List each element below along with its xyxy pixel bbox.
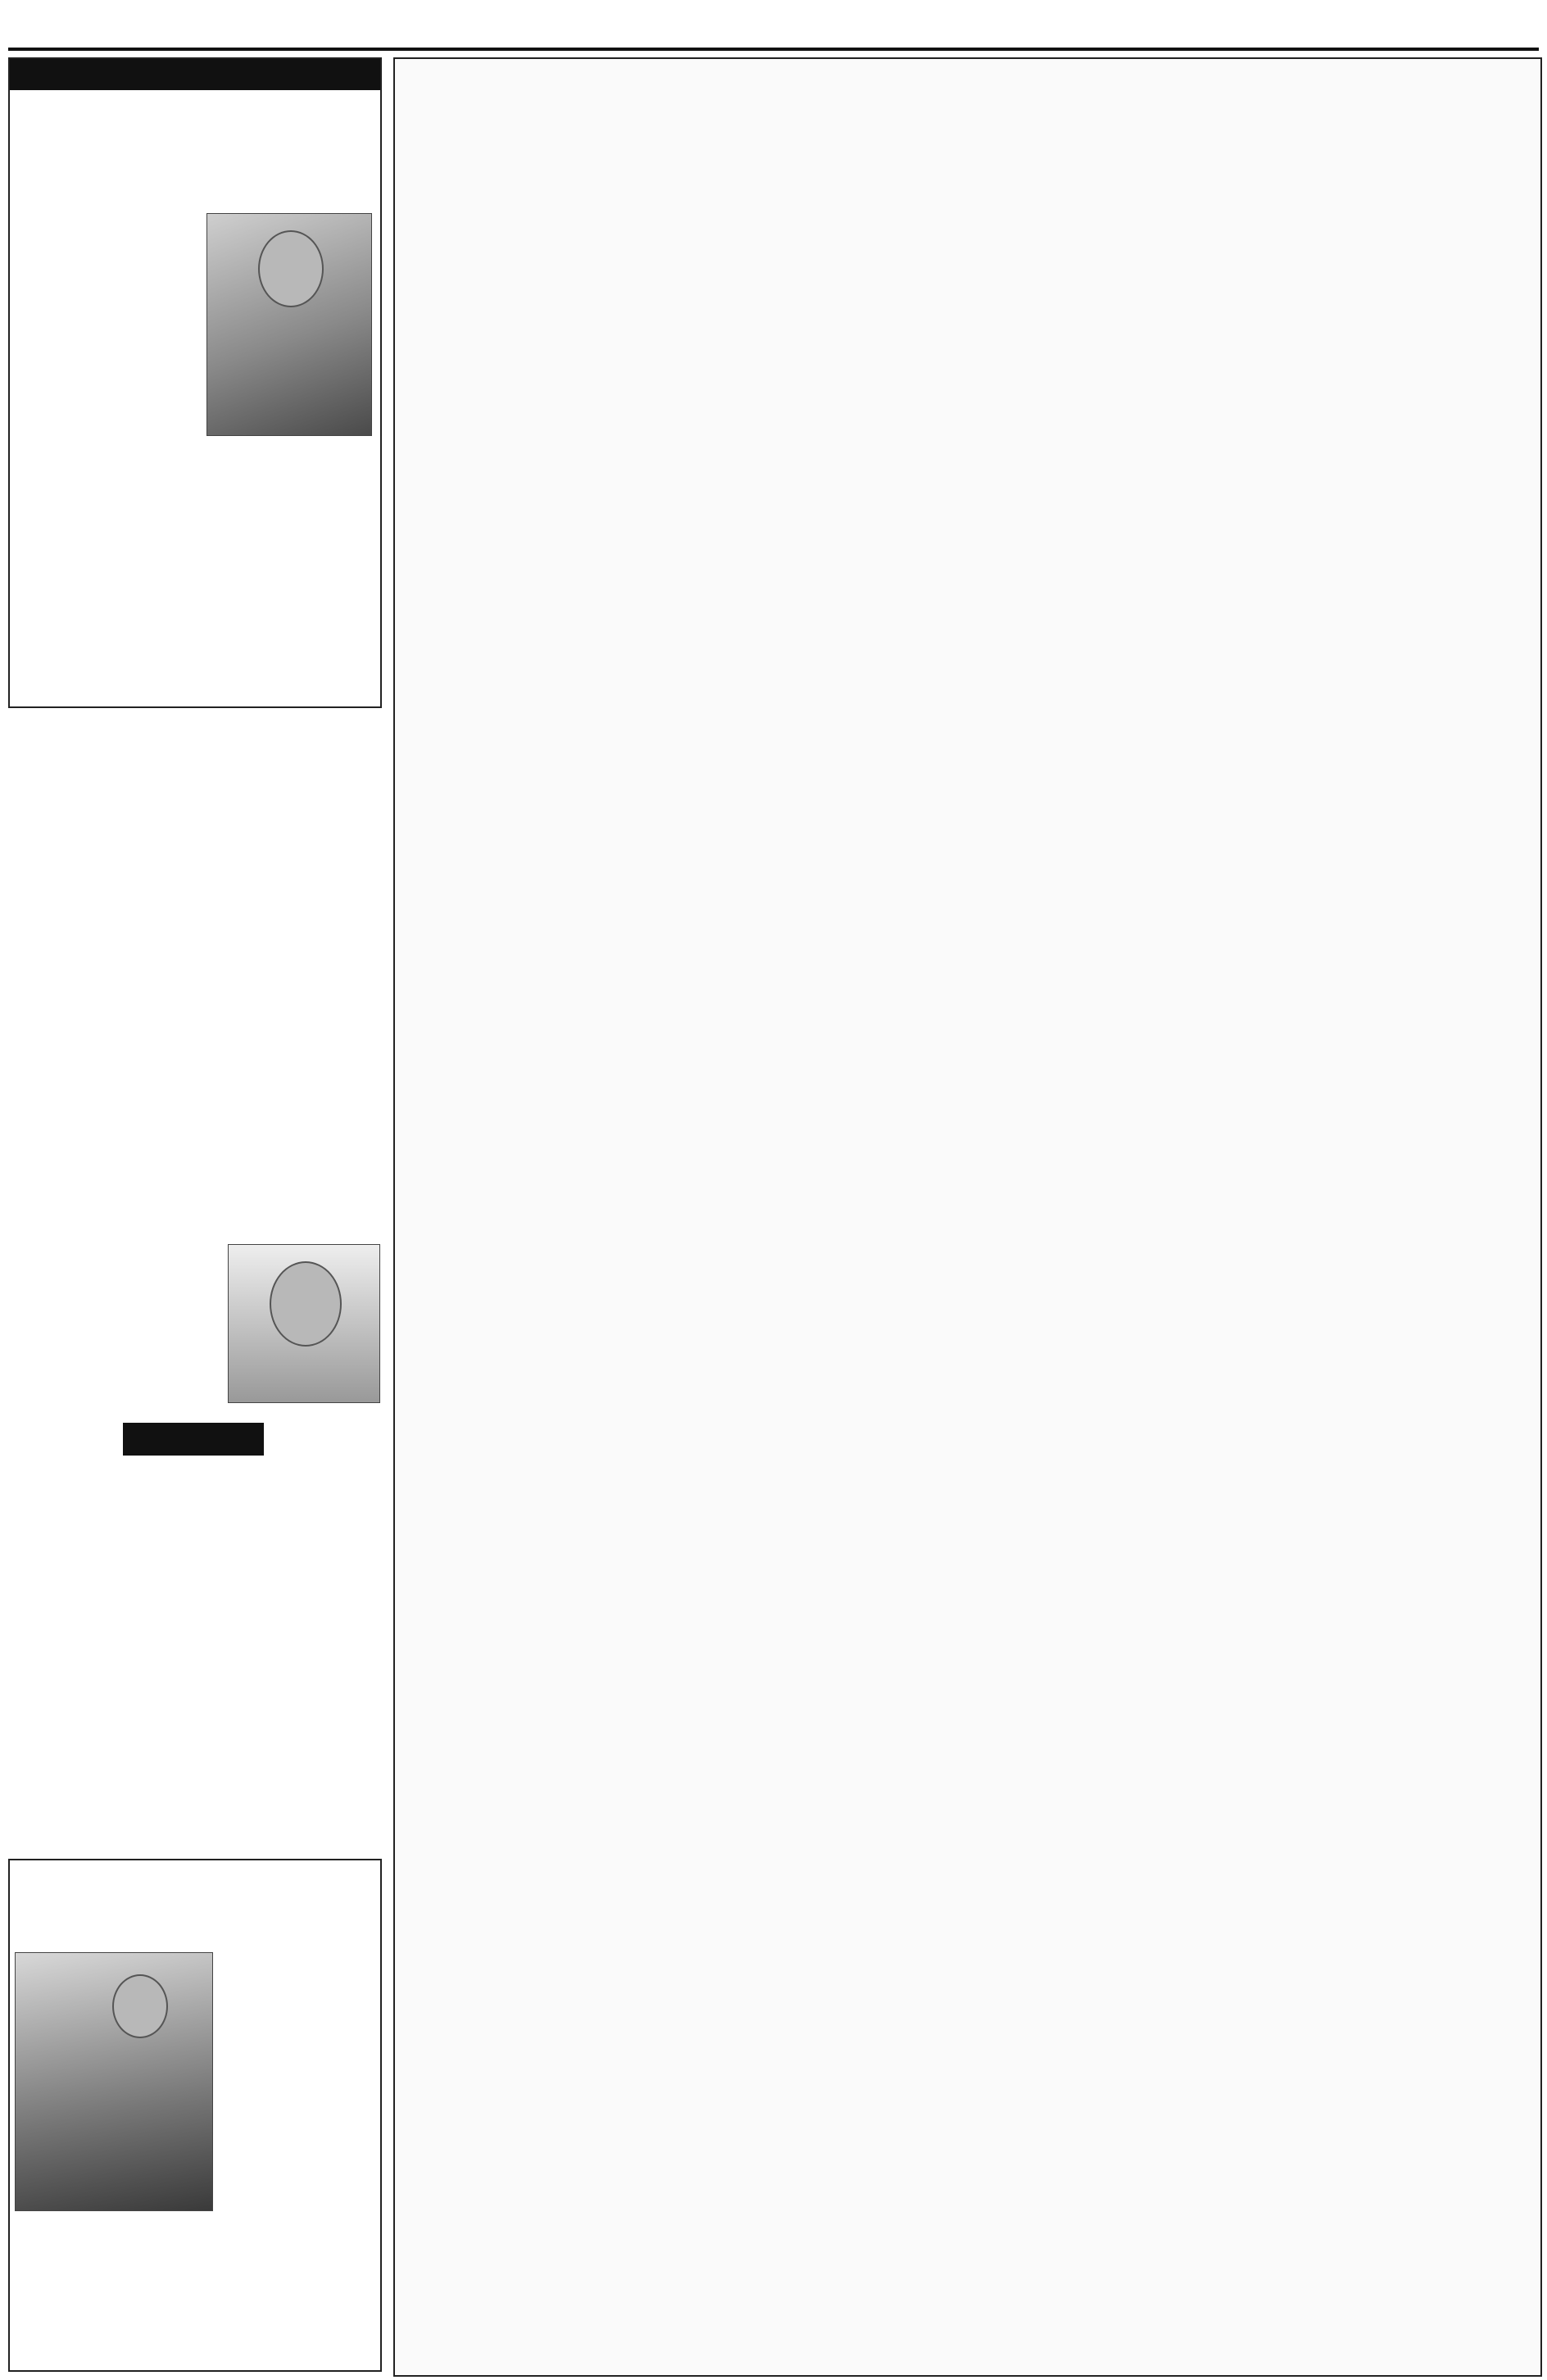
left-news-column <box>8 57 383 2369</box>
story-body-part2 <box>16 438 374 702</box>
story-vulture-rescue <box>8 1859 382 2372</box>
story4-kicker <box>123 1423 264 1456</box>
story-body-part1 <box>16 213 202 436</box>
story2-body <box>8 892 379 1177</box>
story5-body-full <box>15 2213 375 2365</box>
story4-body <box>8 1556 379 1844</box>
story-teacher-arrest <box>8 57 382 708</box>
obituary-photo <box>228 1244 380 1403</box>
teacher-photo <box>206 213 372 436</box>
story-kicker <box>10 59 380 90</box>
public-notice-advert <box>393 57 1542 2377</box>
header-rule <box>8 48 1539 51</box>
story5-body-side <box>218 1952 375 2210</box>
story3-body <box>8 1244 220 1413</box>
page-header <box>0 0 1547 48</box>
vulture-photo <box>15 1952 213 2211</box>
typewise-total-label <box>1083 2316 1245 2328</box>
